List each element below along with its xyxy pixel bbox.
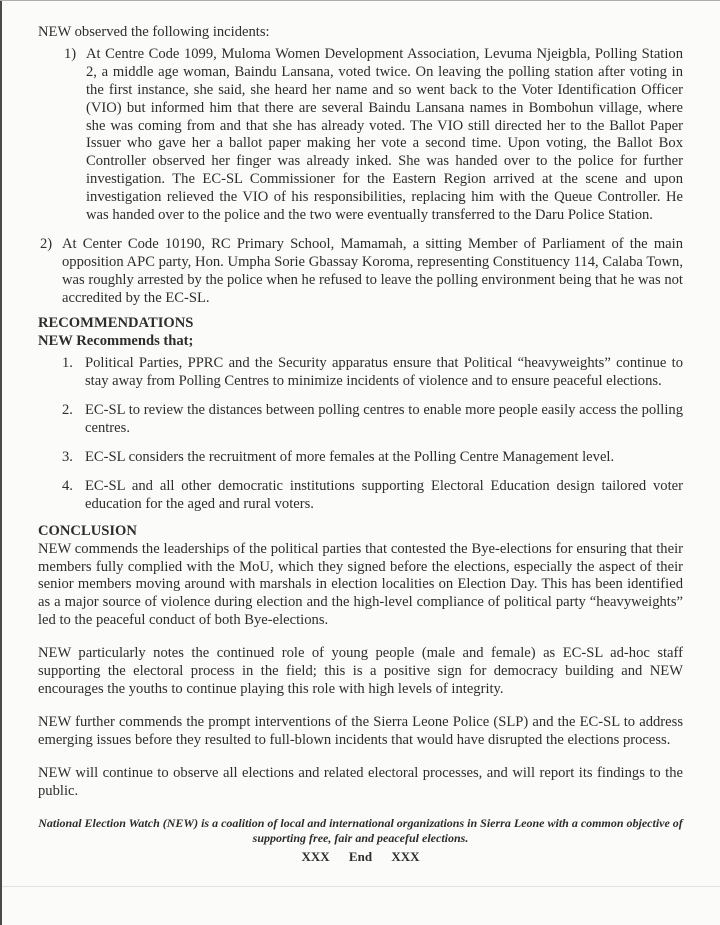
recommendations-subheading: NEW Recommends that; (38, 332, 194, 349)
conclusion-paragraph-3: NEW further commends the prompt interventions of the Sierra Leone Police (SLP) and the EC-SL to address emerging issues before they resulted to full-blown incidents that would have disrupted the elections process. (38, 713, 683, 748)
recommendation-1-text: Political Parties, PPRC and the Security apparatus ensure that Political “heavyweights” continue to stay away from Polling Centres to minimize incidents of violence and to ensure peaceful elections. (85, 355, 683, 390)
incidents-list (38, 46, 683, 308)
recommendation-1-number: 1. (62, 355, 73, 372)
conclusion-paragraph-4: NEW will continue to observe all elections and related electoral processes, and will report its findings to the public. (38, 764, 683, 799)
recommendations-heading: RECOMMENDATIONS (38, 314, 194, 331)
incident-item-1 (64, 46, 683, 225)
footer-end-left: XXX (301, 848, 330, 864)
scan-artifact-line (0, 886, 720, 887)
conclusion-paragraph-2: NEW particularly notes the continued role of young people (male and female) as EC-SL ad-hoc staff supporting the electoral process in the field; this is a positive sign for democracy building and NEW encourages the youths to continue playing this role with high levels of integrity. (38, 645, 683, 697)
recommendation-item-3 (62, 449, 683, 467)
incident-1-text: At Centre Code 1099, Muloma Women Development Association, Levuma Njeigbla, Polling Station 2, a middle age woman, Baindu Lansana, voted twice. On leaving the polling station after voting in the first instance, she said, she heard her name and so went back to the Voter Identification Officer (VIO) but informed him that there are several Baindu Lansana names in Bombohun village, where she was coming from and that she has already voted. The VIO still directed her to the Ballot Paper Issuer who gave her a ballot paper making her vote a second time. Upon voting, the Ballot Box Controller observed her finger was already inked. She was handed over to the police for further investigation. The EC-SL Commissioner for the Eastern Region arrived at the scene and upon investigation relieved the VIO of his responsibilities, replacing him with the Queue Controller. He was handed over to the police and the two were eventually transferred to the Daru Police Station. (86, 45, 683, 224)
recommendation-4-text: EC-SL and all other democratic institutions supporting Electoral Education design tailored voter education for the aged and rural voters. (85, 477, 683, 512)
footer-end-marks (38, 848, 683, 866)
incident-1-number: 1) (64, 45, 77, 62)
footer (38, 816, 683, 866)
conclusion-paragraph-1: NEW commends the leaderships of the political parties that contested the Bye-elections for ensuring that their members fully complied with the MoU, which they signed before the elections, especially the aspect of their senior members moving around with marshals in election localities on Election Day. This has been identified as a major source of violence during election and the high-level compliance of political party “heavyweights” led to the peaceful conduct of both Bye-elections. (38, 540, 683, 629)
footer-end-right: XXX (391, 848, 420, 864)
incident-2-number: 2) (40, 235, 53, 252)
incidents-intro: NEW observed the following incidents: (38, 24, 270, 40)
recommendation-item-4 (62, 478, 683, 514)
recommendation-2-number: 2. (62, 402, 73, 419)
footer-note: National Election Watch (NEW) is a coalition of local and international organizations in Sierra Leone with a common objective of supporting free, fair and peaceful elections. (38, 815, 683, 845)
footer-end-center: End (348, 848, 373, 864)
incident-item-2 (40, 236, 683, 308)
recommendation-3-text: EC-SL considers the recruitment of more females at the Polling Centre Management level. (85, 449, 615, 466)
recommendation-3-number: 3. (62, 449, 73, 466)
recommendation-2-text: EC-SL to review the distances between polling centres to enable more people easily access the polling centres. (85, 402, 683, 437)
incident-2-text: At Center Code 10190, RC Primary School, Mamamah, a sitting Member of Parliament of the main opposition APC party, Hon. Umpha Sorie Gbassay Koroma, representing Constituency 114, Calaba Town, was roughly arrested by the police when he refused to leave the polling environment being that he was not accredited by the EC-SL. (62, 235, 683, 306)
recommendation-4-number: 4. (62, 477, 73, 494)
recommendations-list (38, 355, 683, 513)
recommendation-item-1 (62, 355, 683, 391)
recommendation-item-2 (62, 402, 683, 438)
conclusion-heading: CONCLUSION (38, 522, 137, 539)
